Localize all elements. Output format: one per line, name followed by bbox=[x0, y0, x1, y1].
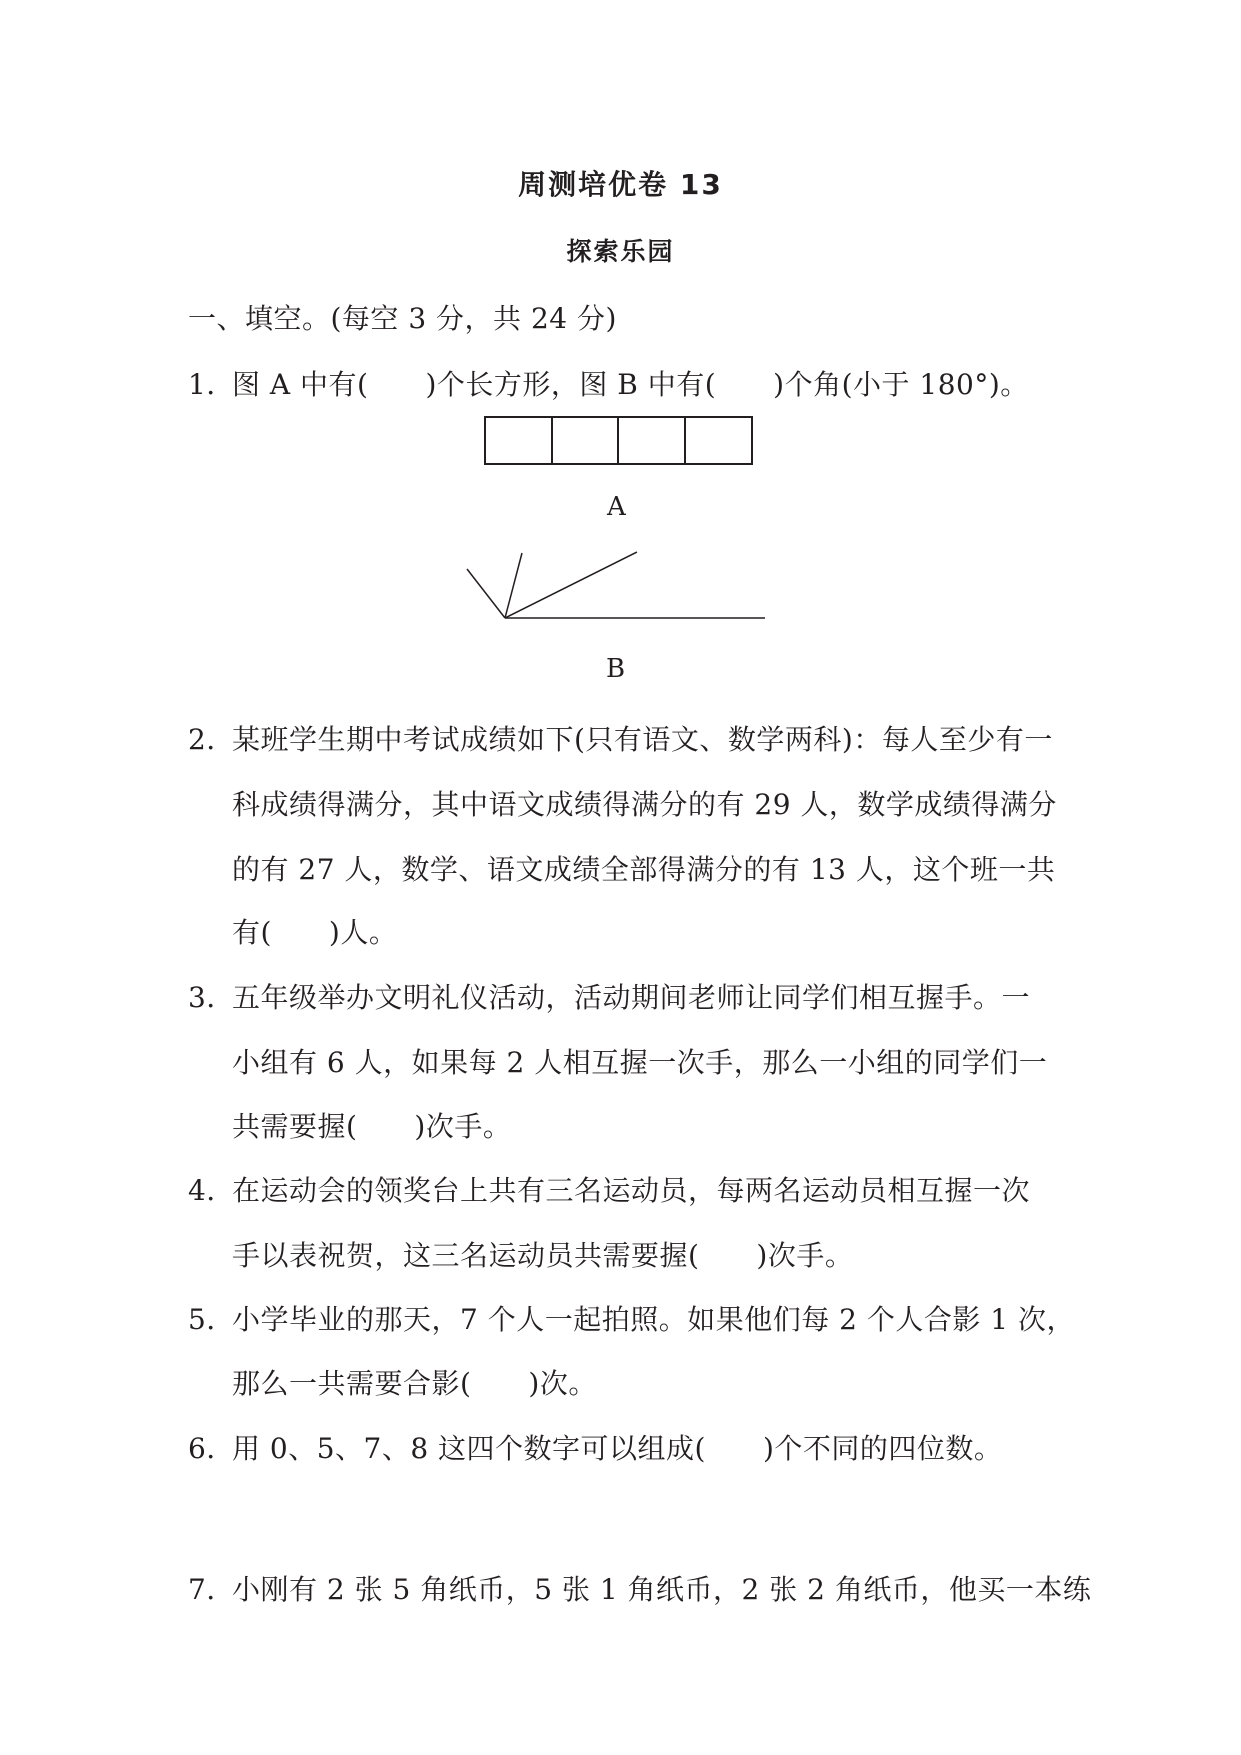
question-text: 小刚有 2 张 5 角纸币，5 张 1 角纸币，2 张 2 角纸币，他买一本练 bbox=[232, 1573, 1092, 1606]
question-text-line: 手以表祝贺，这三名运动员共需要握( )次手。 bbox=[232, 1239, 854, 1272]
question-text-line: 共需要握( )次手。 bbox=[232, 1110, 512, 1143]
question-number: 1． bbox=[188, 368, 235, 401]
question-text-line: 有( )人。 bbox=[232, 916, 398, 949]
question-text: 图 A 中有( )个长方形，图 B 中有( )个角(小于 180°)。 bbox=[232, 368, 1029, 401]
question-4 bbox=[188, 1169, 1030, 1209]
question-number: 6． bbox=[188, 1432, 235, 1465]
figure-b-angles bbox=[467, 552, 765, 618]
question-number: 4． bbox=[188, 1174, 235, 1207]
question-text: 某班学生期中考试成绩如下(只有语文、数学两科)：每人至少有一 bbox=[232, 723, 1053, 756]
question-6 bbox=[188, 1427, 1002, 1467]
question-text-line: 的有 27 人，数学、语文成绩全部得满分的有 13 人，这个班一共 bbox=[232, 853, 1056, 886]
question-number: 7． bbox=[188, 1573, 235, 1606]
question-text-line: 那么一共需要合影( )次。 bbox=[232, 1367, 597, 1400]
question-text: 在运动会的领奖台上共有三名运动员，每两名运动员相互握一次 bbox=[232, 1174, 1031, 1207]
section-heading: 一、填空。(每空 3 分，共 24 分) bbox=[188, 302, 617, 335]
question-5 bbox=[188, 1298, 1075, 1338]
figure-b-ray bbox=[505, 552, 637, 618]
question-number: 2． bbox=[188, 723, 235, 756]
page-title: 周测培优卷 13 bbox=[518, 168, 723, 201]
question-number: 3． bbox=[188, 981, 235, 1014]
figure-b-label: B bbox=[606, 654, 626, 684]
figure-a-label: A bbox=[607, 492, 626, 522]
figure-a-rectangles bbox=[485, 417, 752, 464]
question-text: 用 0、5、7、8 这四个数字可以组成( )个不同的四位数。 bbox=[232, 1432, 1003, 1465]
question-3 bbox=[188, 976, 1030, 1016]
figure-b-ray bbox=[467, 569, 505, 618]
question-text: 小学毕业的那天，7 个人一起拍照。如果他们每 2 个人合影 1 次， bbox=[232, 1303, 1075, 1336]
question-number: 5． bbox=[188, 1303, 235, 1336]
page-subtitle: 探索乐园 bbox=[566, 237, 675, 266]
question-2 bbox=[188, 718, 1053, 758]
question-text-line: 科成绩得满分，其中语文成绩得满分的有 29 人，数学成绩得满分 bbox=[232, 788, 1057, 821]
question-text-line: 小组有 6 人，如果每 2 人相互握一次手，那么一小组的同学们一 bbox=[232, 1046, 1048, 1079]
question-text: 五年级举办文明礼仪活动，活动期间老师让同学们相互握手。一 bbox=[232, 981, 1031, 1014]
question-7 bbox=[188, 1568, 1091, 1608]
figure-b-ray bbox=[505, 553, 522, 618]
